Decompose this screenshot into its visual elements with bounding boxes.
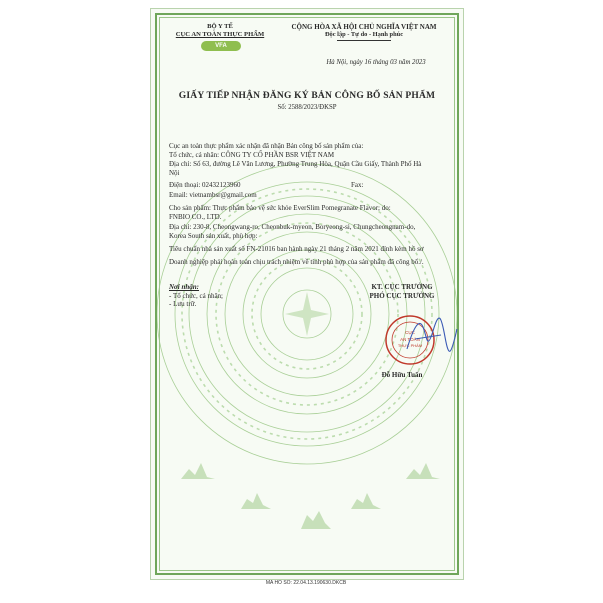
- nation-title: CỘNG HÒA XÃ HỘI CHỦ NGHĨA VIỆT NAM: [291, 23, 437, 31]
- handwritten-signature: [401, 309, 461, 364]
- seal-text-mid2: THỰC PHẨM: [397, 343, 423, 348]
- recipient-item-1: - Tổ chức, cá nhân;: [169, 292, 224, 300]
- email-line: Email: vietnambsr@gmail.com: [169, 191, 257, 199]
- standard-line-2: Doanh nghiệp phải hoàn toàn chịu trách nhiệm về tính phù hợp của sản phẩm đã công bố./.: [169, 258, 424, 266]
- document-title: GIẤY TIẾP NHẬN ĐĂNG KÝ BẢN CÔNG BỐ SẢN PHẨM: [178, 91, 436, 101]
- ministry-name: BỘ Y TẾ: [207, 23, 233, 30]
- manufacturer-address-2: Korea South sản xuất, phù hợp:: [169, 232, 258, 240]
- motto-underline: [337, 40, 391, 41]
- manufacturer-line: FNBIO CO., LTD.: [169, 213, 222, 221]
- standard-line-1: Tiêu chuẩn nhà sản xuất số FN-21016 ban hành ngày 21 tháng 2 năm 2021 đính kèm hồ sơ: [169, 245, 424, 253]
- address-line-1: Địa chỉ: Số 63, đường Lê Văn Lương, Phường Trung Hòa, Quận Cầu Giấy, Thành Phố Hà: [169, 160, 422, 168]
- recipients-heading: Nơi nhận:: [169, 283, 200, 291]
- dossier-code: MA HO SO: 22.04.13.190630.DKCB: [265, 580, 347, 586]
- certificate-sheet: [150, 8, 464, 580]
- signatory-name: Đỗ Hữu Tuấn: [381, 371, 423, 379]
- document-content: [151, 9, 463, 579]
- fax-line: Fax:: [351, 181, 364, 189]
- manufacturer-address-1: Địa chỉ: 230-8, Cheongwang-ro, Cheonbuk-myeon, Boryeong-si, Chungcheongnam-do,: [169, 223, 416, 231]
- agency-name: CỤC AN TOÀN THỰC PHẨM: [175, 31, 265, 38]
- signatory-title-2: PHÓ CỤC TRƯỞNG: [369, 292, 435, 300]
- document-number: Số: 2588/2023/ĐKSP: [277, 104, 337, 111]
- signatory-title-1: KT. CỤC TRƯỞNG: [371, 283, 433, 291]
- address-line-2: Nội: [169, 169, 180, 177]
- motto: Độc lập - Tự do - Hạnh phúc: [324, 31, 404, 38]
- organization-line: Tổ chức, cá nhân: CÔNG TY CỔ PHẦN BSR VIỆT NAM: [169, 151, 335, 159]
- phone-line: Điện thoại: 02432123960: [169, 181, 241, 189]
- product-line: Cho sản phẩm: Thực phẩm bảo vệ sức khỏe EverSlim Pomegranate Flavor; do:: [169, 204, 391, 212]
- recipient-item-2: - Lưu trữ.: [169, 300, 197, 308]
- issue-date: Hà Nội, ngày 16 tháng 03 năm 2023: [326, 59, 426, 66]
- seal-text-top: CỤC: [405, 330, 415, 335]
- seal-text-mid1: AN TOÀN: [400, 337, 420, 342]
- intro-line: Cục an toàn thực phẩm xác nhận đã nhận Bản công bố sản phẩm của:: [169, 142, 364, 150]
- vfa-logo: VFA: [201, 41, 241, 51]
